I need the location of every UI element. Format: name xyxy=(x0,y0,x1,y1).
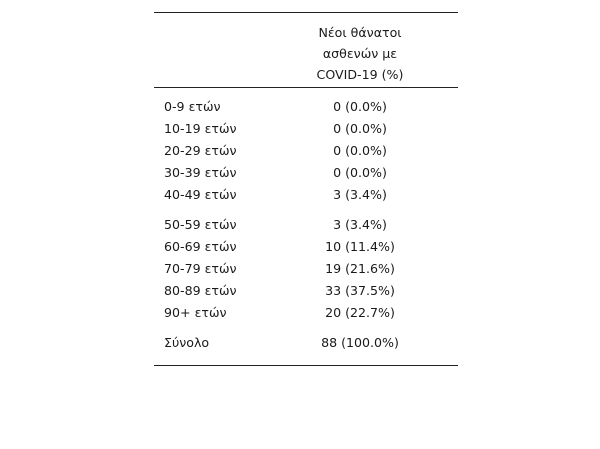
total-label: Σύνολο xyxy=(164,335,210,350)
deaths-value: 0 (0.0%) xyxy=(333,99,387,114)
table-row xyxy=(154,236,458,258)
deaths-value: 3 (3.4%) xyxy=(333,187,387,202)
column-header-line-3: COVID-19 (%) xyxy=(316,67,404,82)
table-row xyxy=(154,280,458,302)
age-group-label: 0-9 ετών xyxy=(164,99,221,114)
age-group-label: 60-69 ετών xyxy=(164,239,237,254)
age-group-label: 10-19 ετών xyxy=(164,121,237,136)
deaths-value: 0 (0.0%) xyxy=(333,165,387,180)
deaths-value: 19 (21.6%) xyxy=(325,261,395,276)
deaths-value: 10 (11.4%) xyxy=(325,239,395,254)
table-header xyxy=(154,13,458,87)
deaths-value: 20 (22.7%) xyxy=(325,305,395,320)
column-header xyxy=(300,22,420,85)
age-group-label: 20-29 ετών xyxy=(164,143,237,158)
table-row xyxy=(154,140,458,162)
table-row xyxy=(154,162,458,184)
deaths-by-age-table xyxy=(154,12,458,366)
table-row xyxy=(154,96,458,118)
total-value: 88 (100.0%) xyxy=(321,335,399,350)
deaths-value: 0 (0.0%) xyxy=(333,143,387,158)
table-row xyxy=(154,214,458,236)
table-row xyxy=(154,118,458,140)
table-row xyxy=(154,302,458,324)
age-group-label: 80-89 ετών xyxy=(164,283,237,298)
table-body xyxy=(154,88,458,365)
deaths-value: 3 (3.4%) xyxy=(333,217,387,232)
deaths-value: 33 (37.5%) xyxy=(325,283,395,298)
column-header-line-2: ασθενών με xyxy=(322,46,398,61)
age-group-label: 70-79 ετών xyxy=(164,261,237,276)
table-row xyxy=(154,258,458,280)
total-row xyxy=(154,332,458,354)
age-group-label: 50-59 ετών xyxy=(164,217,237,232)
age-group-label: 30-39 ετών xyxy=(164,165,237,180)
age-group-label: 40-49 ετών xyxy=(164,187,237,202)
table-row xyxy=(154,184,458,206)
deaths-value: 0 (0.0%) xyxy=(333,121,387,136)
column-header-line-1: Νέοι θάνατοι xyxy=(318,25,402,40)
age-group-label: 90+ ετών xyxy=(164,305,227,320)
bottom-rule xyxy=(154,365,458,366)
